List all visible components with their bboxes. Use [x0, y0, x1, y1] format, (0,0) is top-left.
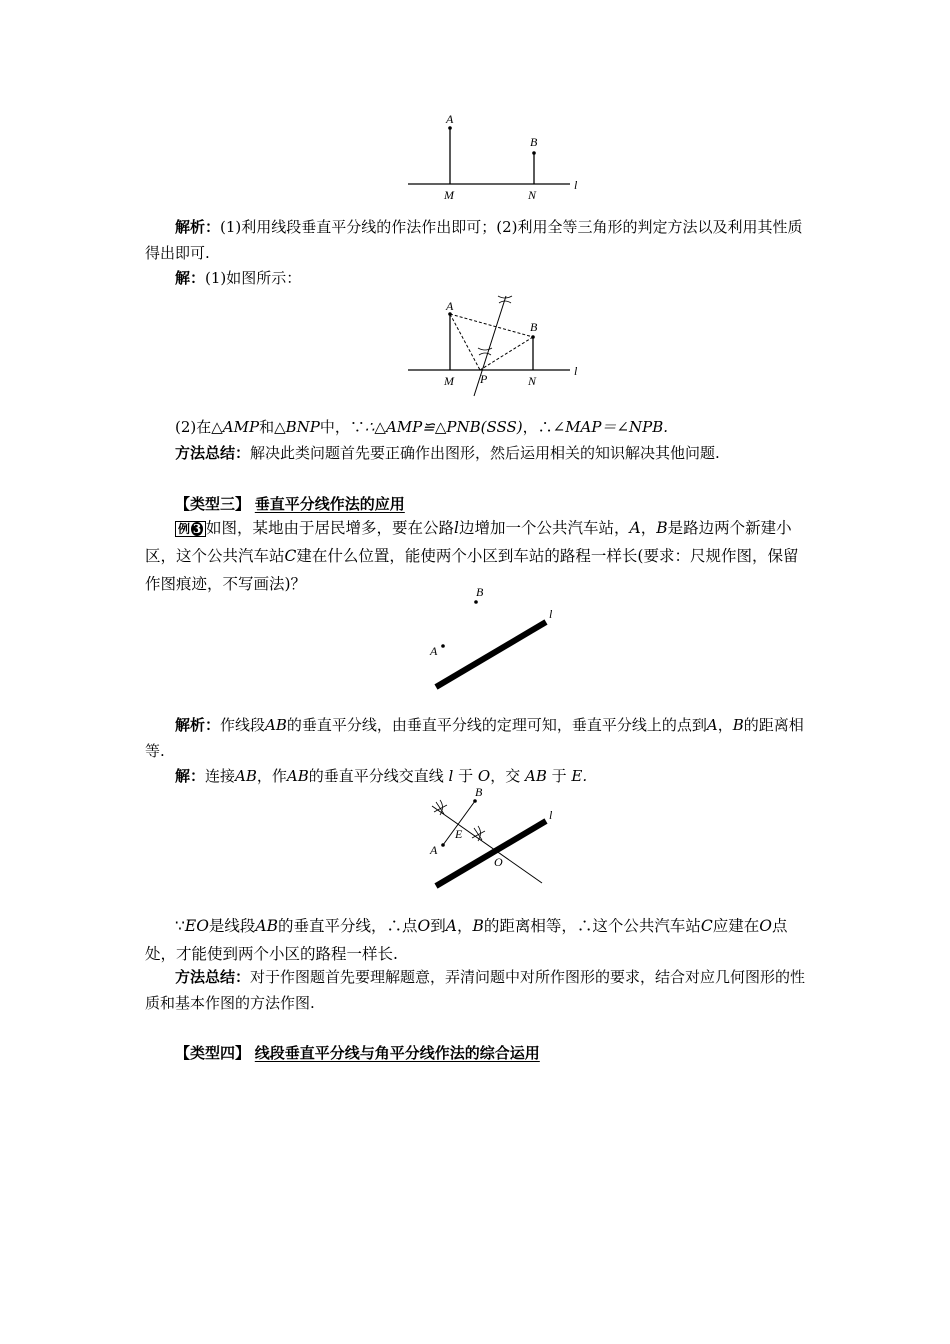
- text: ，: [640, 519, 657, 537]
- text: 的垂直平分线，由垂直平分线的定理可知，垂直平分线上的点到: [286, 716, 707, 734]
- var-b: B: [732, 716, 744, 734]
- method-1-label: 方法总结：: [175, 444, 251, 462]
- text: 和: [259, 418, 275, 436]
- type-4-title: 线段垂直平分线与角平分线作法的综合运用: [254, 1044, 540, 1062]
- arc-mark-bottom: [478, 348, 492, 355]
- figure-3: [420, 580, 560, 692]
- method-3-text: 对于作图题首先要理解题意，弄清问题中对所作图形的要求，结合对应几何图形的性质和基本作图的方法作图.: [145, 968, 806, 1012]
- label-l: l: [574, 178, 578, 192]
- text: 建在什么位置，能使两个小区到车站的路程一样长(要求：尺规作图，保留作图痕迹，不写画法)？: [145, 547, 799, 593]
- var-eo: EO: [184, 917, 209, 935]
- example-badge: [175, 521, 206, 537]
- text: 的垂直平分线交直线: [308, 767, 449, 785]
- text: 应建在: [712, 917, 760, 935]
- arc-mark-left: [434, 800, 447, 815]
- text: ，: [456, 917, 473, 935]
- point-b: [474, 600, 478, 604]
- angle-equality: ∠MAP＝∠NPB.: [552, 418, 669, 436]
- type-3-label: 【类型三】: [175, 495, 251, 513]
- label-a: A: [446, 112, 454, 126]
- var-ab: AB: [235, 767, 257, 785]
- text: 到: [430, 917, 446, 935]
- text: 是线段: [208, 917, 256, 935]
- method-summary-3: [145, 964, 810, 1016]
- solution-1-label: 解：: [175, 269, 206, 287]
- text: 作线段: [220, 716, 266, 734]
- text: 的垂直平分线，∴点: [278, 917, 418, 935]
- var-ab: AB: [286, 767, 309, 785]
- perpendicular-bisector: [432, 806, 542, 883]
- text: 中，∵: [319, 418, 365, 436]
- analysis-3: [145, 712, 810, 764]
- text: 如图，某地由于居民增多，要在公路: [206, 519, 455, 537]
- var-l: l: [448, 767, 454, 785]
- label-m: M: [444, 374, 454, 388]
- label-l: l: [574, 364, 578, 378]
- congruence: ∴△AMP≌△PNB(SSS): [364, 418, 523, 436]
- label-b: B: [475, 785, 483, 799]
- text: ，交: [490, 767, 525, 785]
- label-b: B: [476, 585, 484, 599]
- label-a: A: [430, 843, 438, 857]
- label-o: O: [494, 855, 503, 869]
- perpendicular-bisector: [474, 296, 506, 396]
- example-badge-text: 例: [178, 522, 191, 536]
- text: ，作: [256, 767, 287, 785]
- var-b: B: [656, 519, 668, 537]
- dashed-ap: [450, 314, 480, 370]
- var-b: B: [472, 917, 484, 935]
- triangle-bnp: △BNP: [274, 418, 320, 436]
- label-n: N: [528, 374, 537, 388]
- label-b: B: [530, 320, 538, 334]
- var-l: l: [454, 519, 459, 537]
- var-e: E.: [571, 767, 588, 785]
- label-a: A: [430, 644, 438, 658]
- text: ，: [717, 716, 733, 734]
- label-a: A: [446, 299, 454, 313]
- point-b: [531, 335, 535, 339]
- label-b: B: [530, 135, 538, 149]
- text: 于: [546, 767, 572, 785]
- label-l: l: [549, 808, 553, 822]
- solution-1-part-2: [145, 414, 810, 440]
- var-c: C: [284, 547, 297, 565]
- text: ∵: [175, 917, 185, 935]
- analysis-1-text: (1)利用线段垂直平分线的作法作出即可；(2)利用全等三角形的判定方法以及利用其性质得出即可.: [145, 218, 803, 262]
- text: 是路边两个新建小区，这个公共汽车站: [145, 519, 792, 565]
- var-o: O: [477, 767, 491, 785]
- text: (2)在: [175, 418, 212, 436]
- conclusion-3: [145, 912, 810, 968]
- point-a: [441, 843, 445, 847]
- var-ab: AB: [525, 767, 547, 785]
- point-b: [473, 799, 477, 803]
- var-ab: AB: [255, 917, 279, 935]
- road-l: [436, 622, 546, 687]
- analysis-1: [145, 214, 810, 266]
- label-n: N: [528, 188, 537, 202]
- text: ，∴: [522, 418, 553, 436]
- var-o: O: [759, 917, 772, 935]
- analysis-3-label: 解析：: [175, 716, 221, 734]
- text: 的距离相等，∴这个公共汽车站: [483, 917, 701, 935]
- method-3-label: 方法总结：: [175, 968, 251, 986]
- var-a: A: [706, 716, 718, 734]
- point-b: [532, 151, 536, 155]
- figure-4: [420, 782, 555, 894]
- var-c: C: [700, 917, 713, 935]
- var-a: A: [629, 519, 641, 537]
- type-3-title: 垂直平分线作法的应用: [254, 495, 405, 513]
- text: 连接: [205, 767, 236, 785]
- text: 于: [453, 767, 478, 785]
- var-o: O: [417, 917, 431, 935]
- label-p: P: [480, 372, 488, 386]
- triangle-amp: △AMP: [211, 418, 260, 436]
- figure-2: [400, 288, 590, 398]
- method-1-text: 解决此类问题首先要正确作出图形，然后运用相关的知识解决其他问题.: [250, 444, 720, 462]
- label-e: E: [455, 827, 463, 841]
- example-badge-number: 3: [192, 522, 202, 536]
- dashed-ab: [450, 314, 533, 337]
- solution-1-text: (1)如图所示：: [205, 269, 302, 287]
- solution-3-label: 解：: [175, 767, 206, 785]
- type-4-label: 【类型四】: [175, 1044, 251, 1062]
- figure-1: [400, 108, 590, 203]
- var-ab: AB: [265, 716, 287, 734]
- analysis-1-label: 解析：: [175, 218, 221, 236]
- var-a: A: [445, 917, 457, 935]
- road-l: [436, 821, 546, 886]
- text: 的距离相等.: [145, 716, 804, 760]
- method-summary-1: [145, 440, 810, 466]
- type-4-heading: [145, 1040, 810, 1066]
- point-a: [441, 644, 445, 648]
- text: 边增加一个公共汽车站，: [459, 519, 630, 537]
- label-m: M: [444, 188, 454, 202]
- label-l: l: [549, 607, 553, 621]
- text: 点处，才能使到两个小区的路程一样长.: [145, 917, 788, 963]
- point-a: [448, 126, 452, 130]
